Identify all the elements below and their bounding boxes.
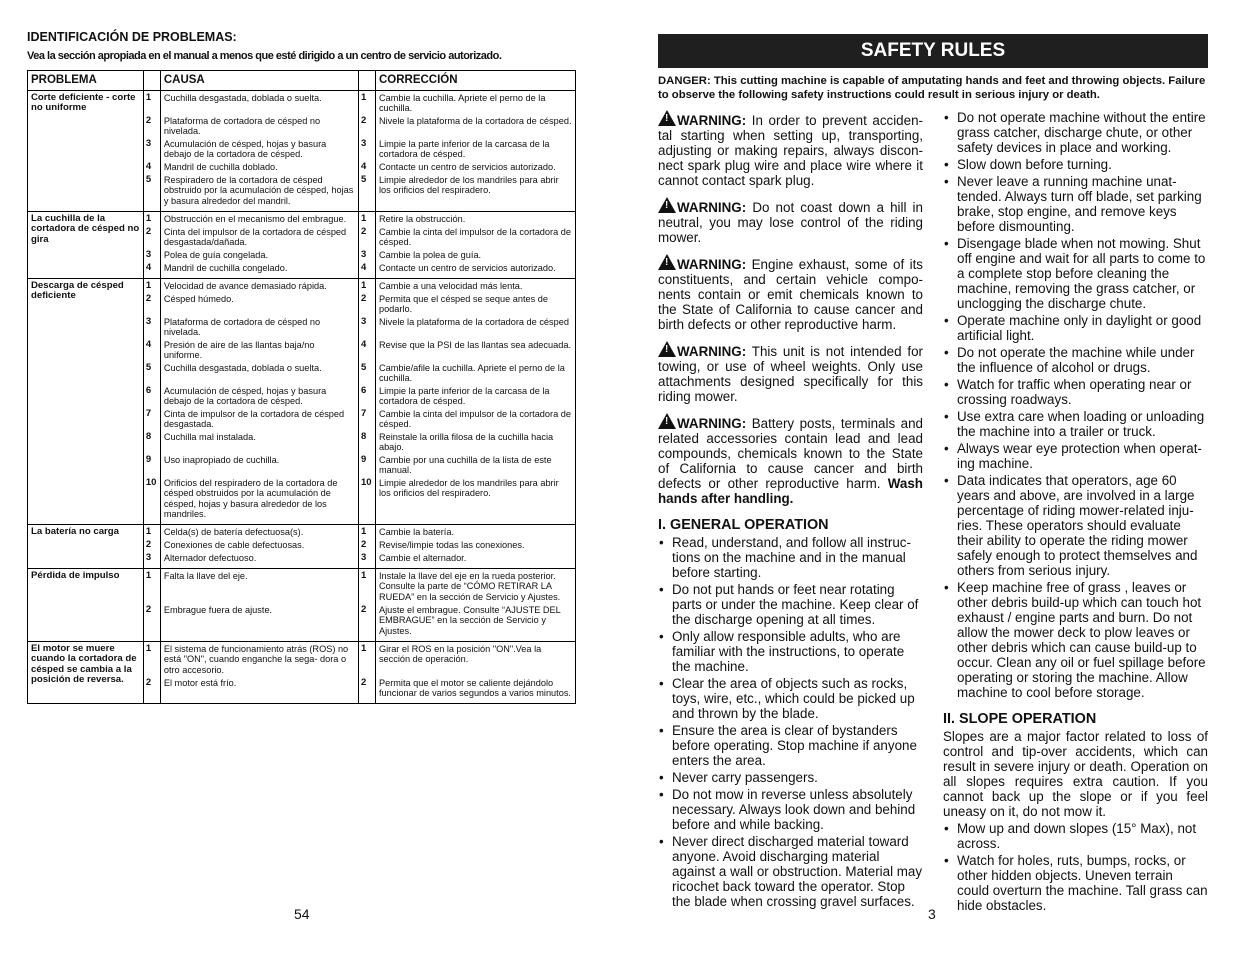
item-number: 3 bbox=[361, 315, 367, 327]
table-row bbox=[28, 641, 576, 703]
item-number: 1 bbox=[145, 279, 152, 291]
correction-text: Cambie/afile la cuchilla. Apriete el perno de la cuchilla. bbox=[378, 362, 565, 384]
problem-cell: La batería no carga bbox=[28, 524, 144, 568]
cause-text: Embrague fuera de ajuste. bbox=[163, 604, 273, 615]
list-item: • Keep machine free of grass , leaves or other debris build-up which can touch hot exhaust / engine parts and burn. Do not allow the mower deck to plow leaves or other debris which can cause build-up to occur. Clean any oil or fuel spillage before operating or storing the machine. Allow machine to cool before storage. bbox=[943, 580, 1208, 700]
troubleshooting-page bbox=[27, 30, 577, 704]
list-item: • Never direct discharged material toward anyone. Avoid discharging material against a wall or obstruction. Material may ricochet back toward the operator. Stop the blade when crossing gravel surfaces. bbox=[658, 834, 923, 909]
warning-paragraph bbox=[658, 341, 923, 404]
list-item: • Never leave a running machine unat- tended. Always turn off blade, set parking brake, stop engine, and remove keys before dismounting. bbox=[943, 174, 1208, 234]
header-correction: CORRECCIÓN bbox=[375, 71, 575, 91]
item-number: 1 bbox=[361, 642, 367, 654]
cause-text: Cuchilla mal instalada. bbox=[163, 431, 256, 442]
item-number: 2 bbox=[145, 114, 152, 126]
cause-text: Plataforma de cortadora de césped no nivelada. bbox=[163, 115, 321, 137]
cause-text: Falta la llave del eje. bbox=[163, 570, 248, 581]
item-number: 8 bbox=[145, 430, 152, 442]
correction-text: Cambie la cinta del impulsor de la cortadora de césped. bbox=[378, 226, 571, 248]
table-row bbox=[28, 524, 576, 568]
warning-triangle-icon: ! bbox=[658, 413, 676, 429]
item-number: 1 bbox=[145, 569, 152, 581]
item-number: 3 bbox=[145, 248, 152, 260]
cause-text: Cinta de impulsor de la cortadora de césped desgastada. bbox=[163, 408, 345, 430]
correction-text: Revise que la PSI de las llantas sea adecuada. bbox=[378, 339, 571, 350]
item-number: 2 bbox=[145, 292, 152, 304]
warning-text: Battery posts, terminals and related accessories contain lead and lead compounds, chemicals known to the State of California to cause cancer and birth defects or other reproductive harm. bbox=[658, 416, 923, 491]
cause-numbers bbox=[143, 211, 160, 278]
cause-text: Conexiones de cable defectuosas. bbox=[163, 539, 305, 550]
page-title: IDENTIFICACIÓN DE PROBLEMAS: bbox=[27, 30, 237, 44]
list-item: • Data indicates that operators, age 60 years and above, are involved in a large percentage of riding mower-related inju- ries. These operators should evaluate their ability to operate the riding mower safely enough to protect themselves and others from serious injury. bbox=[943, 473, 1208, 578]
correction-cell bbox=[375, 90, 575, 211]
item-number: 9 bbox=[361, 453, 367, 465]
correction-numbers bbox=[359, 568, 376, 641]
header-blank bbox=[359, 71, 376, 91]
warning-label: WARNING: bbox=[677, 257, 747, 272]
item-number: 2 bbox=[145, 538, 152, 550]
item-number: 5 bbox=[361, 361, 367, 373]
correction-text: Limpie la parte inferior de la carcasa de la cortadora de césped. bbox=[378, 385, 550, 407]
item-number: 9 bbox=[145, 453, 152, 465]
item-number: 4 bbox=[361, 338, 367, 350]
table-header-row bbox=[28, 71, 576, 91]
list-item: • Do not mow in reverse unless absolutely necessary. Always look down and behind before and while backing. bbox=[658, 787, 923, 832]
page-number-right: 3 bbox=[928, 906, 936, 922]
item-number: 4 bbox=[145, 261, 152, 273]
cause-numbers bbox=[143, 568, 160, 641]
list-item: • Operate machine only in daylight or good artificial light. bbox=[943, 313, 1208, 343]
table-row bbox=[28, 90, 576, 211]
warning-triangle-icon: ! bbox=[658, 197, 676, 213]
slope-operation-heading: II. SLOPE OPERATION bbox=[943, 711, 1097, 727]
item-number: 2 bbox=[361, 292, 367, 304]
correction-text: Contacte un centro de servicios autorizado. bbox=[378, 262, 556, 273]
warning-text: Do not coast down a hill in neutral, you may lose control of the riding mower. bbox=[658, 200, 923, 245]
warning-label: WARNING: bbox=[677, 416, 747, 431]
cause-text: Orificios del respiradero de la cortadora de césped obstruidos por la acumulación de césped, hojas y basura alrededor de los mandriles. bbox=[163, 477, 338, 520]
page-subtitle: Vea la sección apropiada en el manual a menos que esté dirigido a un centro de servicio autorizado. bbox=[27, 50, 502, 62]
item-number: 1 bbox=[145, 91, 152, 103]
cause-cell bbox=[160, 90, 358, 211]
correction-text: Cambie la cinta del impulsor de la cortadora de césped. bbox=[378, 408, 571, 430]
column-1 bbox=[658, 110, 923, 915]
correction-text: Cambie por una cuchilla de la lista de este manual. bbox=[378, 454, 552, 476]
cause-text: El sistema de funcionamiento atrás (ROS) no está "ON", cuando enganche la sega- dora o otro accesorio. bbox=[163, 643, 349, 675]
cause-text: Obstrucción en el mecanismo del embrague. bbox=[163, 213, 347, 224]
cause-text: Polea de guía congelada. bbox=[163, 249, 269, 260]
item-number: 1 bbox=[361, 525, 367, 537]
warning-text: Engine exhaust, some of its constituents, and certain vehicle compo- nents contain or emit chemicals known to the State of California to cause cancer and birth defects or other reproductive harm. bbox=[658, 257, 923, 332]
correction-text: Cambie a una velocidad más lenta. bbox=[378, 280, 523, 291]
correction-text: Revise/limpie todas las conexiones. bbox=[378, 539, 525, 550]
warning-label: WARNING: bbox=[677, 113, 747, 128]
cause-text: Acumulación de césped, hojas y basura debajo de la cortadora de césped. bbox=[163, 385, 327, 407]
list-item: • Clear the area of objects such as rocks, toys, wire, etc., which could be picked up and thrown by the blade. bbox=[658, 676, 923, 721]
slope-intro: Slopes are a major factor related to loss of control and tip-over accidents, which can result in severe injury or death. Operation on all slopes requires extra caution. If you cannot back up the slope or if you feel uneasy on it, do not mow it. bbox=[943, 729, 1208, 819]
cause-text: Cinta del impulsor de la cortadora de césped desgastada/dañada. bbox=[163, 226, 347, 248]
item-number: 2 bbox=[145, 603, 152, 615]
troubleshooting-table bbox=[27, 70, 576, 704]
cause-text: Celda(s) de batería defectuosa(s). bbox=[163, 526, 304, 537]
cause-cell bbox=[160, 524, 358, 568]
item-number: 8 bbox=[361, 430, 367, 442]
cause-text: Velocidad de avance demasiado rápida. bbox=[163, 280, 327, 291]
item-number: 3 bbox=[361, 248, 367, 260]
warning-label: WARNING: bbox=[677, 344, 747, 359]
list-item: • Mow up and down slopes (15° Max), not across. bbox=[943, 821, 1208, 851]
correction-cell bbox=[375, 211, 575, 278]
correction-text: Ajuste el embrague. Consulte “AJUSTE DEL EMBRAGUE” en la sección de Servicio y Ajustes. bbox=[378, 604, 561, 636]
cause-text: Cuchilla desgastada, doblada o suelta. bbox=[163, 92, 322, 103]
cause-text: El motor está frío. bbox=[163, 677, 237, 688]
item-number: 2 bbox=[361, 676, 367, 688]
correction-text: Cambie la polea de guía. bbox=[378, 249, 482, 260]
column-2 bbox=[943, 110, 1208, 915]
item-number: 2 bbox=[361, 114, 367, 126]
item-number: 7 bbox=[361, 407, 367, 419]
item-number: 2 bbox=[361, 225, 367, 237]
danger-notice: DANGER: This cutting machine is capable of amputating hands and feet and throwing objects. Failure to observe the following safety instructions could result in serious injury or death. bbox=[658, 75, 1206, 101]
correction-text: Limpie alrededor de los mandriles para abrir los orificios del respiradero. bbox=[378, 477, 559, 499]
cause-text: Uso inapropiado de cuchilla. bbox=[163, 454, 280, 465]
cause-numbers bbox=[143, 524, 160, 568]
correction-cell bbox=[375, 278, 575, 524]
list-item: • Watch for traffic when operating near or crossing roadways. bbox=[943, 377, 1208, 407]
correction-numbers bbox=[359, 278, 376, 524]
list-item: • Ensure the area is clear of bystanders before operating. Stop machine if anyone enters the area. bbox=[658, 723, 923, 768]
general-operation-list bbox=[658, 535, 923, 909]
problem-cell: Corte deficiente - corte no uniforme bbox=[28, 90, 144, 211]
correction-text: Limpie alrededor de los mandriles para abrir los orificios del respiradero. bbox=[378, 174, 559, 196]
correction-numbers bbox=[359, 524, 376, 568]
item-number: 4 bbox=[145, 338, 152, 350]
header-cause: CAUSA bbox=[160, 71, 358, 91]
cause-text: Césped húmedo. bbox=[163, 293, 234, 304]
item-number: 7 bbox=[145, 407, 152, 419]
header-blank bbox=[143, 71, 160, 91]
cause-cell bbox=[160, 278, 358, 524]
general-operation-list-continued bbox=[943, 110, 1208, 700]
cause-text: Respiradero de la cortadora de césped obstruido por la acumulación de césped, hojas y basura alrededor del mandril. bbox=[163, 174, 354, 206]
correction-text: Permita que el césped se seque antes de podarlo. bbox=[378, 293, 549, 315]
warning-text: In order to prevent acciden- tal starting when setting up, transporting, adjusting or making repairs, always discon- nect spark plug wire and place wire where it cannot contact spark plug. bbox=[658, 113, 923, 188]
header-problem: PROBLEMA bbox=[28, 71, 144, 91]
correction-text: Reinstale la orilla filosa de la cuchilla hacia abajo. bbox=[378, 431, 554, 453]
problem-cell: El motor se muere cuando la cortadora de césped se cambia a la posición de reversa. bbox=[28, 641, 144, 703]
correction-text: Girar el ROS en la posición "ON".Vea la sección de operación. bbox=[378, 643, 542, 665]
cause-cell bbox=[160, 211, 358, 278]
item-number: 1 bbox=[361, 279, 367, 291]
cause-text: Acumulación de césped, hojas y basura debajo de la cortadora de césped. bbox=[163, 138, 327, 160]
item-number: 3 bbox=[145, 315, 152, 327]
cause-numbers bbox=[143, 278, 160, 524]
correction-text: Limpie la parte inferior de la carcasa de la cortadora de césped. bbox=[378, 138, 550, 160]
item-number: 2 bbox=[361, 538, 367, 550]
warning-triangle-icon: ! bbox=[658, 341, 676, 357]
warning-triangle-icon: ! bbox=[658, 254, 676, 270]
list-item: • Disengage blade when not mowing. Shut off engine and wait for all parts to come to a complete stop before cleaning the machine, removing the grass catcher, or unclogging the discharge chute. bbox=[943, 236, 1208, 311]
item-number: 2 bbox=[361, 603, 367, 615]
item-number: 4 bbox=[361, 160, 367, 172]
wash-hands-note: Wash hands after handling. bbox=[658, 476, 923, 506]
item-number: 4 bbox=[145, 160, 152, 172]
correction-text: Cambie la cuchilla. Apriete el perno de la cuchilla. bbox=[378, 92, 546, 114]
safety-rules-banner: SAFETY RULES bbox=[658, 34, 1208, 68]
correction-numbers bbox=[359, 211, 376, 278]
table-row bbox=[28, 211, 576, 278]
item-number: 3 bbox=[145, 551, 152, 563]
item-number: 4 bbox=[361, 261, 367, 273]
correction-text: Nivele la plataforma de la cortadora de césped. bbox=[378, 115, 572, 126]
safety-rules-page bbox=[658, 34, 1208, 915]
item-number: 1 bbox=[361, 212, 367, 224]
list-item: • Never carry passengers. bbox=[658, 770, 923, 785]
correction-numbers bbox=[359, 641, 376, 703]
list-item: • Use extra care when loading or unloading the machine into a trailer or truck. bbox=[943, 409, 1208, 439]
general-operation-heading: I. GENERAL OPERATION bbox=[658, 517, 829, 533]
item-number: 2 bbox=[145, 676, 152, 688]
table-row bbox=[28, 568, 576, 641]
slope-operation-list bbox=[943, 821, 1208, 913]
correction-text: Retire la obstrucción. bbox=[378, 213, 466, 224]
correction-text: Contacte un centro de servicios autorizado. bbox=[378, 161, 556, 172]
correction-numbers bbox=[359, 90, 376, 211]
cause-cell bbox=[160, 641, 358, 703]
correction-text: Instale la llave del eje en la rueda posterior. Consulte la parte de “CÓMO RETIRAR LA RUEDA” en la sección de Servicio y Ajustes. bbox=[378, 570, 561, 602]
list-item: • Do not operate machine without the entire grass catcher, discharge chute, or other safety devices in place and working. bbox=[943, 110, 1208, 155]
problem-cell: Pérdida de impulso bbox=[28, 568, 144, 641]
item-number: 10 bbox=[145, 476, 157, 488]
item-number: 1 bbox=[145, 212, 152, 224]
warning-label: WARNING: bbox=[677, 200, 747, 215]
warning-paragraph bbox=[658, 110, 923, 188]
list-item: • Watch for holes, ruts, bumps, rocks, or other hidden objects. Uneven terrain could overturn the machine. Tall grass can hide obstacles. bbox=[943, 853, 1208, 913]
list-item: • Read, understand, and follow all instruc- tions on the machine and in the manual before starting. bbox=[658, 535, 923, 580]
list-item: • Slow down before turning. bbox=[943, 157, 1208, 172]
list-item: • Do not operate the machine while under the influence of alcohol or drugs. bbox=[943, 345, 1208, 375]
item-number: 1 bbox=[145, 642, 152, 654]
item-number: 1 bbox=[145, 525, 152, 537]
table-row bbox=[28, 278, 576, 524]
problem-cell: La cuchilla de la cortadora de césped no gira bbox=[28, 211, 144, 278]
correction-cell bbox=[375, 524, 575, 568]
warning-paragraph bbox=[658, 254, 923, 332]
cause-numbers bbox=[143, 641, 160, 703]
item-number: 3 bbox=[361, 137, 367, 149]
cause-text: Plataforma de cortadora de césped no nivelada. bbox=[163, 316, 321, 338]
item-number: 2 bbox=[145, 225, 152, 237]
cause-cell bbox=[160, 568, 358, 641]
item-number: 1 bbox=[361, 569, 367, 581]
cause-numbers bbox=[143, 90, 160, 211]
item-number: 3 bbox=[145, 137, 152, 149]
warning-triangle-icon: ! bbox=[658, 110, 676, 126]
correction-text: Permita que el motor se caliente dejándolo funcionar de varios segundos a varios minutos. bbox=[378, 677, 571, 699]
correction-cell bbox=[375, 568, 575, 641]
cause-text: Mandril de cuchilla doblado. bbox=[163, 161, 278, 172]
list-item: • Do not put hands or feet near rotating parts or under the machine. Keep clear of the discharge opening at all times. bbox=[658, 582, 923, 627]
item-number: 1 bbox=[361, 91, 367, 103]
cause-text: Presión de aire de las llantas baja/no uniforme. bbox=[163, 339, 315, 361]
item-number: 5 bbox=[145, 361, 152, 373]
problem-cell: Descarga de césped deficiente bbox=[28, 278, 144, 524]
list-item: • Only allow responsible adults, who are familiar with the instructions, to operate the machine. bbox=[658, 629, 923, 674]
item-number: 3 bbox=[361, 551, 367, 563]
item-number: 10 bbox=[361, 476, 372, 488]
item-number: 5 bbox=[145, 173, 152, 185]
item-number: 6 bbox=[145, 384, 152, 396]
cause-text: Alternador defectuoso. bbox=[163, 552, 257, 563]
correction-text: Nivele la plataforma de la cortadora de césped bbox=[378, 316, 569, 327]
list-item: • Always wear eye protection when operat- ing machine. bbox=[943, 441, 1208, 471]
item-number: 5 bbox=[361, 173, 367, 185]
warning-paragraph bbox=[658, 197, 923, 245]
correction-text: Cambie la batería. bbox=[378, 526, 455, 537]
correction-text: Cambie el alternador. bbox=[378, 552, 467, 563]
correction-cell bbox=[375, 641, 575, 703]
page-number-left: 54 bbox=[294, 906, 310, 922]
cause-text: Mandril de cuchilla congelado. bbox=[163, 262, 288, 273]
item-number: 6 bbox=[361, 384, 367, 396]
warning-paragraph bbox=[658, 413, 923, 506]
cause-text: Cuchilla desgastada, doblada o suelta. bbox=[163, 362, 322, 373]
warning-text: This unit is not intended for towing, or use of wheel weights. Only use attachments designed specifically for this riding mower. bbox=[658, 344, 924, 404]
